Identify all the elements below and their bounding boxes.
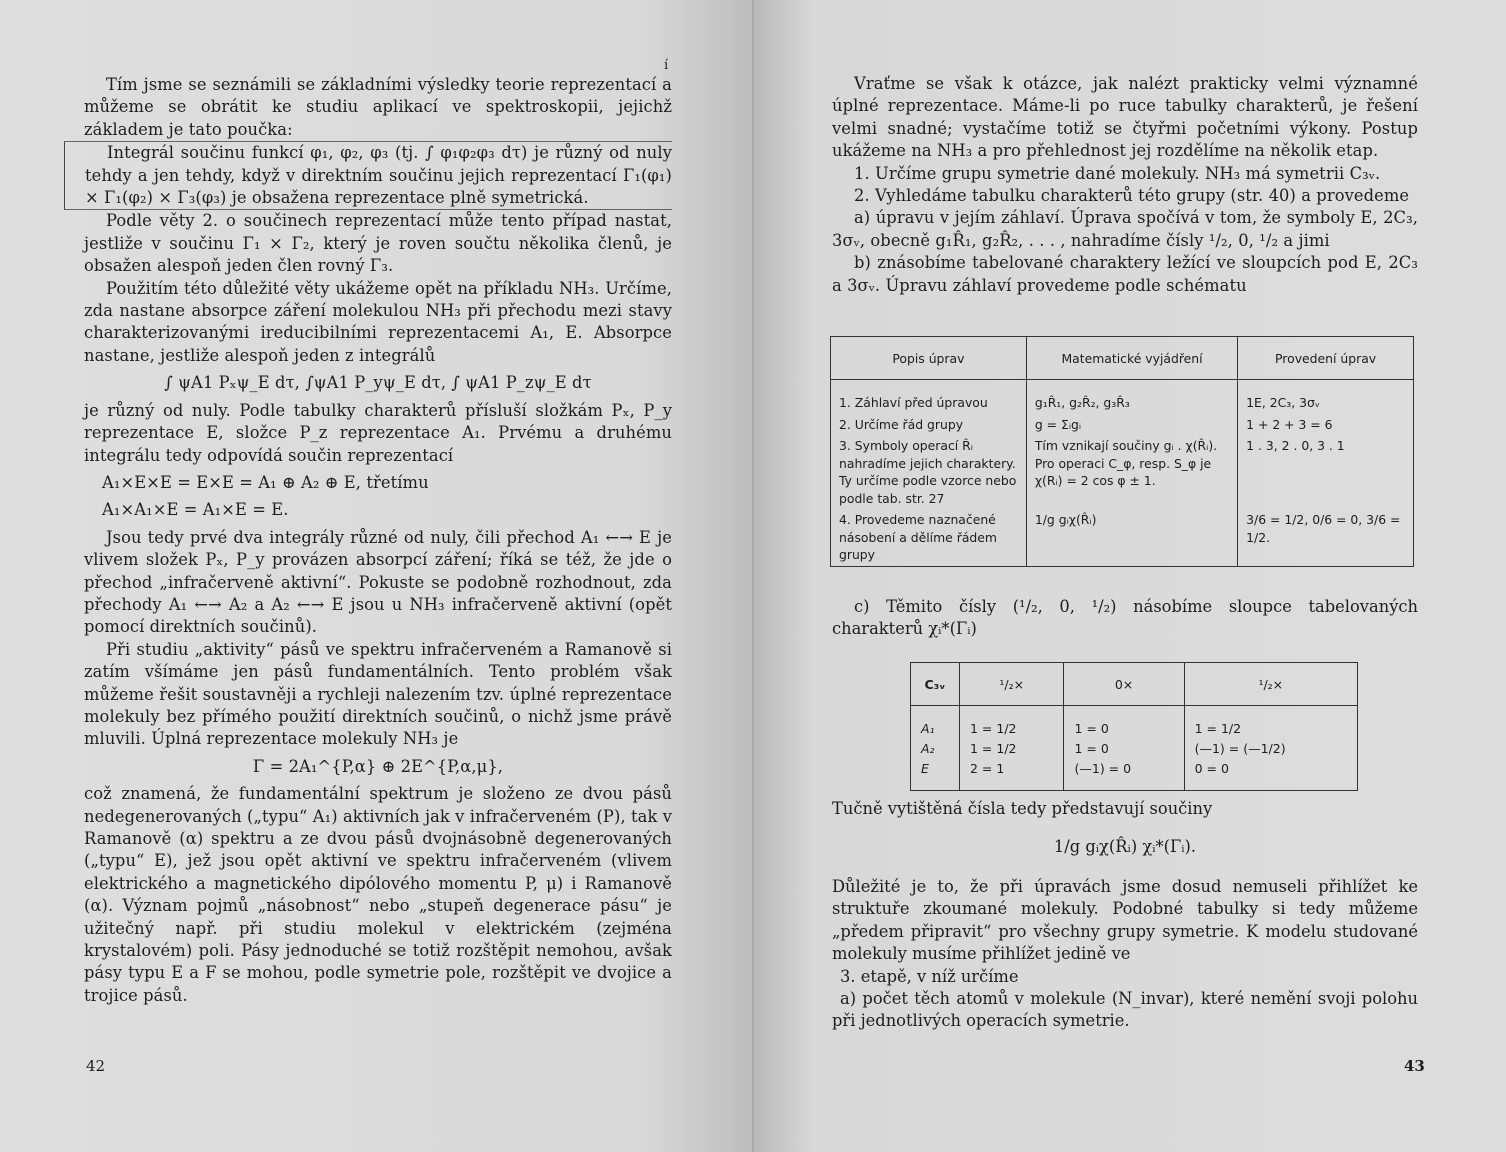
- table-cell: g₁R̂₁, g₂R̂₂, g₃R̂₃: [1026, 392, 1237, 414]
- table-cell: g = Σᵢgᵢ: [1026, 414, 1237, 436]
- table-header: Provedení úprav: [1238, 337, 1414, 380]
- table-header: ¹/₂×: [1184, 663, 1357, 706]
- table-header: C₃ᵥ: [911, 663, 960, 706]
- table-row: [911, 758, 1358, 778]
- table-cell: 1 = 1/2: [960, 738, 1064, 758]
- table-cell: 1E, 2C₃, 3σᵥ: [1238, 392, 1414, 414]
- table-row: [911, 738, 1358, 758]
- table-cell: 1 = 0: [1064, 718, 1184, 738]
- table-cell: 1. Záhlaví před úpravou: [839, 395, 988, 410]
- paragraph: Vraťme se však k otázce, jak nalézt prakticky velmi významné úplné reprezentace. Máme-li po ruce tabulky charakterů, je řešení velmi snadné; vystačíme totiž se čtyřmi početními výkony. Postup ukážeme na NH₃ a pro přehlednost jej rozdělíme na několik etap.: [832, 74, 1418, 161]
- table-cell: 2. Určíme řád grupy: [839, 416, 964, 432]
- table-cell: 3. Symboly operací R̂ᵢ nahradíme jejich charaktery. Ty určíme podle vzorce nebo podle tab. str. 27: [839, 438, 1017, 506]
- table-row: [831, 392, 1414, 414]
- left-page: [0, 0, 752, 1152]
- table-row: [911, 718, 1358, 738]
- table-cell: 1 = 1/2: [1184, 718, 1357, 738]
- character-table: [910, 662, 1358, 791]
- table-cell: 0 = 0: [1184, 758, 1357, 778]
- right-page-text: [832, 73, 1418, 297]
- equation-integrals: ∫ ψA1 Pₓψ_E dτ, ∫ψA1 P_yψ_E dτ, ∫ ψA1 P_zψ_E dτ: [164, 373, 592, 393]
- table-cell: 1 = 0: [1064, 738, 1184, 758]
- step-3: 3. etapě, v níž určíme: [840, 967, 1019, 986]
- table-cell: 3/6 = 1/2, 0/6 = 0, 3/6 = 1/2.: [1238, 509, 1414, 566]
- table-cell: 1 = 1/2: [960, 718, 1064, 738]
- step-1: 1. Určíme grupu symetrie dané molekuly. NH₃ má symetrii C₃ᵥ.: [854, 163, 1381, 183]
- right-page: [754, 0, 1506, 1152]
- table-header: ¹/₂×: [960, 663, 1064, 706]
- paragraph: Důležité je to, že při úpravách jsme dosud nemuseli přihlížet ke struktuře zkoumané molekuly. Podobné tabulky si tedy můžeme „předem připravit“ pro všechny grupy symetrie. K modelu studované molekuly musíme přihlížet jedině ve: [832, 877, 1418, 964]
- table-row: [831, 435, 1414, 509]
- table-header-row: [831, 337, 1414, 380]
- paragraph: Použitím této důležité věty ukážeme opět na příkladu NH₃. Určíme, zda nastane absorpce záření molekulou NH₃ při přechodu mezi stavy charakterizovanými ireducibilními reprezentacemi A₁, E. Absorpce nastane, jestliže alespoň jeden z integrálů: [84, 278, 672, 365]
- paragraph: Tím jsme se seznámili se základními výsledky teorie reprezentací a můžeme se obrátit ke studiu aplikací ve spektroskopii, jejichž základem je tato poučka:: [84, 75, 672, 139]
- equation-product: 1/g gᵢχ(R̂ᵢ) χᵢ*(Γᵢ).: [1053, 837, 1197, 856]
- table-cell: A₁: [921, 720, 935, 736]
- paragraph: což znamená, že fundamentální spektrum je složeno ze dvou pásů nedegenerovaných („typu“ A₁) aktivních jak v infračerveném (P), tak v Ramanově (α) spektru a ze dvou pásů dvojnásobně degenerovaných („typu“ E), jež jsou opět aktivní ve spektru infračerveném (vlivem elektrického a magnetického dipólového momentu P, μ) i Ramanově (α). Význam pojmů „násobnost“ nebo „stupeň degenerace pásu“ je užitečný např. při studiu molekul v elektrickém (zejména krystalovém) poli. Pásy jednoduché se totiž rozštěpit nemohou, avšak pásy typu E a F se mohou, podle symetrie pole, rozštěpit ve dvojice a trojice pásů.: [84, 784, 672, 1005]
- paragraph: Tučně vytištěná čísla tedy představují součiny: [832, 799, 1213, 818]
- table-cell: 2 = 1: [960, 758, 1064, 778]
- corner-mark: í: [664, 58, 669, 73]
- table-cell: A₂: [921, 740, 935, 756]
- step-c: c) Těmito čísly (¹/₂, 0, ¹/₂) násobíme sloupce tabelovaných charakterů χᵢ*(Γᵢ): [832, 597, 1418, 639]
- table-row: [831, 414, 1414, 436]
- page-number: 43: [1404, 1057, 1425, 1075]
- page-number: 42: [86, 1057, 106, 1075]
- paragraph: Jsou tedy prvé dva integrály různé od nuly, čili přechod A₁ ←→ E je vlivem složek Pₓ, P_y provázen absorpcí záření; říká se též, že jde o přechod „infračerveně aktivní“. Pokuste se podobně rozhodnout, zda přechody A₁ ←→ A₂ a A₂ ←→ E jsou u NH₃ infračerveně aktivní (opět pomocí direktních součinů).: [84, 527, 672, 637]
- table-cell: 1 . 3, 2 . 0, 3 . 1: [1238, 435, 1414, 509]
- paragraph: Při studiu „aktivity“ pásů ve spektru infračerveném a Ramanově si zatím všímáme jen pásů fundamentálních. Tento problém však můžeme řešit soustavněji a rychleji nalezením tzv. úplné reprezentace molekuly bez přímého použití direktních součinů, o nichž jsme právě mluvili. Úplná reprezentace molekuly NH₃ je: [84, 639, 672, 749]
- step-b: b) znásobíme tabelované charaktery ležící ve sloupcích pod E, 2C₃ a 3σᵥ. Úpravu záhlaví provedeme podle schématu: [832, 253, 1418, 295]
- paragraph: Podle věty 2. o součinech reprezentací může tento případ nastat, jestliže v součinu Γ₁ × Γ₂, který je roven součtu několika členů, je obsažen alespoň jeden člen rovný Γ₃.: [84, 211, 672, 276]
- table-cell: Tím vznikají součiny gᵢ . χ(R̂ᵢ). Pro operaci C_φ, resp. S_φ je χ(Rᵢ) = 2 cos φ ± 1.: [1026, 435, 1237, 509]
- table-cell: 4. Provedeme naznačené násobení a dělíme řádem grupy: [839, 512, 997, 562]
- theorem-box: [64, 141, 672, 210]
- equation-product-1: A₁×E×E = E×E = A₁ ⊕ A₂ ⊕ E, třetímu: [102, 472, 429, 492]
- table-cell: 1 + 2 + 3 = 6: [1238, 414, 1414, 436]
- table-header: 0×: [1064, 663, 1184, 706]
- table-header: Matematické vyjádření: [1026, 337, 1237, 380]
- step-a: a) úpravu v jejím záhlaví. Úprava spočívá v tom, že symboly E, 2C₃, 3σᵥ, obecně g₁R̂₁, g₂R̂₂, . . . , nahradíme čísly ¹/₂, 0, ¹/₂ a jimi: [832, 208, 1418, 250]
- table-header: Popis úprav: [831, 337, 1027, 380]
- table-cell: (—1) = 0: [1064, 758, 1184, 778]
- equation-product-2: A₁×A₁×E = A₁×E = E.: [102, 500, 289, 520]
- left-page-text: [84, 74, 672, 1007]
- scheme-table: [830, 336, 1414, 567]
- table-cell: (—1) = (—1/2): [1184, 738, 1357, 758]
- equation-full-representation: Γ = 2A₁^{P,α} ⊕ 2E^{P,α,μ},: [252, 756, 504, 776]
- table-row: [831, 509, 1414, 566]
- table-cell: E: [921, 760, 929, 776]
- step-2: 2. Vyhledáme tabulku charakterů této grupy (str. 40) a provedeme: [854, 186, 1410, 206]
- step-3a: a) počet těch atomů v molekule (N_invar), které nemění svoji polohu při jednotlivých operacích symetrie.: [832, 989, 1418, 1031]
- theorem-text: Integrál součinu funkcí φ₁, φ₂, φ₃ (tj. ∫ φ₁φ₂φ₃ dτ) je různý od nuly tehdy a jen tehdy, když v direktním součinu jejich reprezentací Γ₁(φ₁) × Γ₁(φ₂) × Γ₃(φ₃) je obsažena reprezentace plně symetrická.: [85, 143, 672, 208]
- paragraph: je různý od nuly. Podle tabulky charakterů přísluší složkám Pₓ, P_y reprezentace E, složce P_z reprezentace A₁. Prvému a druhému integrálu tedy odpovídá součin reprezentací: [84, 400, 672, 465]
- table-cell: 1/g gᵢχ(R̂ᵢ): [1026, 509, 1237, 566]
- table-header-row: [911, 663, 1358, 706]
